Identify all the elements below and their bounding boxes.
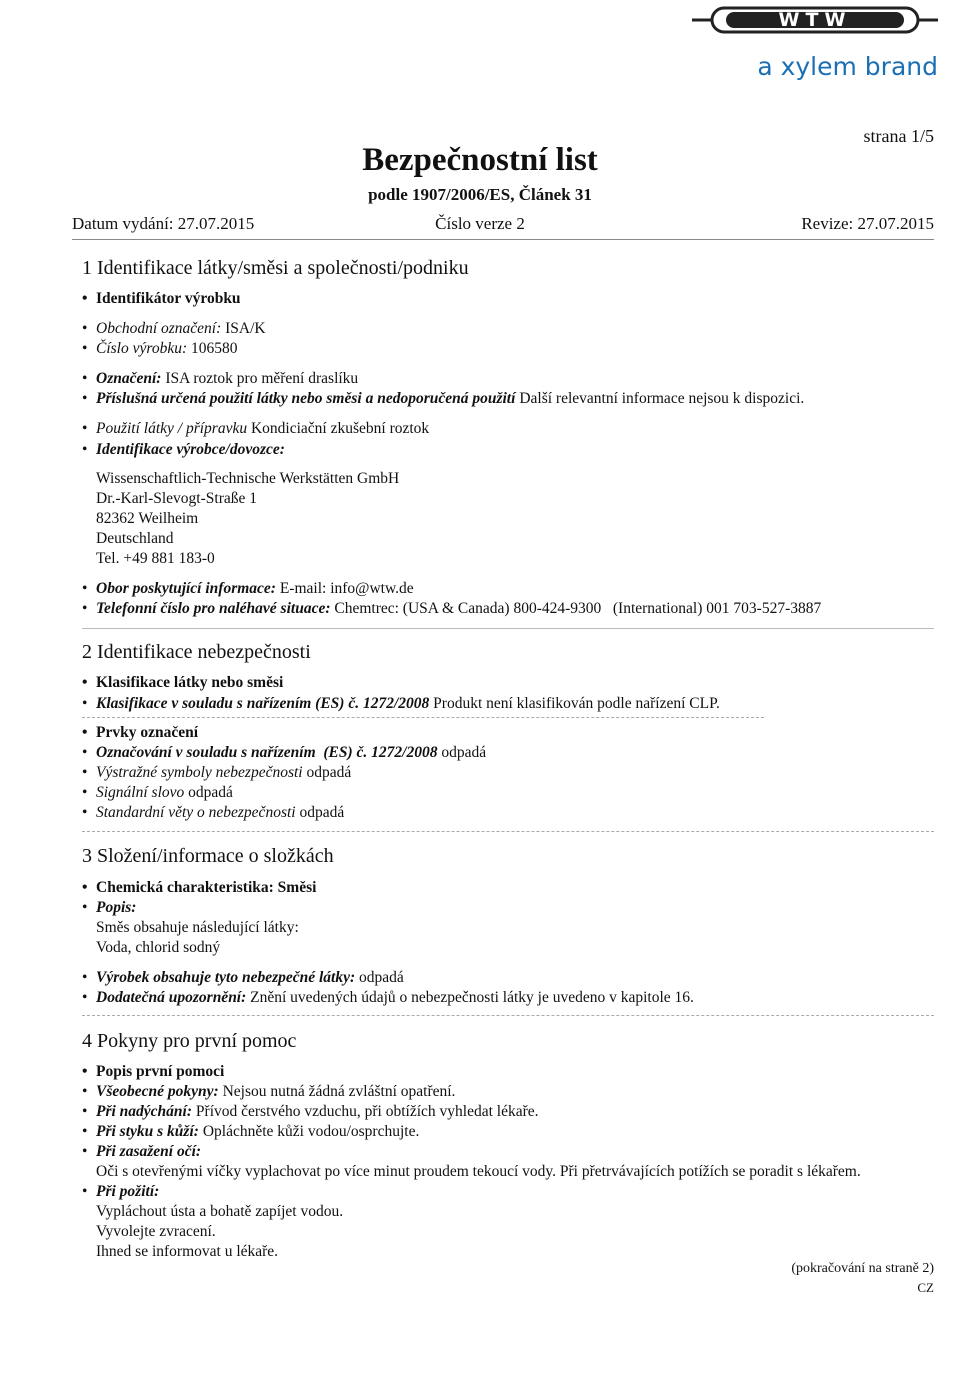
bullet: • — [82, 580, 88, 597]
label-elements: • Prvky označení — [82, 724, 199, 741]
bullet: • — [82, 340, 88, 357]
bullet: • — [82, 744, 88, 761]
use-of-substance: • Použití látky / přípravku Kondiciační zkušební roztok — [82, 420, 430, 437]
bullet: • — [82, 969, 88, 986]
signal-word: • Signální slovo odpadá — [82, 784, 233, 801]
bullet: • — [82, 1103, 88, 1120]
chemical-characterization: • Chemická charakteristika: Směsi — [82, 879, 317, 896]
description: • Popis: — [82, 899, 137, 916]
trade-name: • Obchodní označení: ISA/K — [82, 320, 266, 337]
page-title: Bezpečnostní list — [362, 142, 598, 178]
dangerous-components: • Výrobek obsahuje tyto nebezpečné látky: odpadá — [82, 969, 404, 986]
ingestion-line: Ihned se informovat u lékaře. — [96, 1243, 279, 1260]
bullet: • — [82, 600, 88, 617]
designation: • Označení: ISA roztok pro měření draslíku — [82, 370, 359, 387]
classification: • Klasifikace látky nebo směsi — [82, 674, 284, 691]
ingestion-line: Vypláchout ústa a bohatě zapíjet vodou. — [96, 1203, 344, 1220]
section-1-heading: 1 Identifikace látky/směsi a společnosti/podniku — [82, 257, 469, 279]
bullet: • — [82, 441, 88, 458]
bullet: • — [82, 804, 88, 821]
language-code: CZ — [917, 1280, 934, 1295]
page-subtitle: podle 1907/2006/ES, Článek 31 — [368, 185, 592, 204]
after-ingestion: • Při požití: — [82, 1183, 160, 1200]
description-line: Směs obsahuje následující látky: — [96, 919, 299, 936]
continued-note: (pokračování na straně 2) — [791, 1261, 934, 1276]
bullet: • — [82, 370, 88, 387]
address-line: 82362 Weilheim — [96, 510, 199, 527]
dashed-divider — [82, 831, 934, 832]
information-department: • Obor poskytující informace: E-mail: info@wtw.de — [82, 580, 414, 597]
after-skin-contact: • Při styku s kůží: Opláchněte kůži vodou/osprchujte. — [82, 1123, 420, 1140]
address-line: Deutschland — [96, 530, 174, 547]
address-line: Dr.-Karl-Slevogt-Straße 1 — [96, 490, 257, 507]
description-line: Voda, chlorid sodný — [96, 939, 221, 956]
revision-date: Revize: 27.07.2015 — [801, 214, 934, 233]
bullet: • — [82, 764, 88, 781]
header-rule — [72, 239, 934, 240]
bullet: • — [82, 420, 88, 437]
issue-date: Datum vydání: 27.07.2015 — [72, 214, 255, 233]
after-inhalation: • Při nadýchání: Přívod čerstvého vzduchu, při obtížích vyhledat lékaře. — [82, 1103, 539, 1120]
bullet: • — [82, 1063, 88, 1080]
bullet: • — [82, 674, 88, 691]
section-4-heading: 4 Pokyny pro první pomoc — [82, 1030, 297, 1052]
bullet: • — [82, 390, 88, 407]
bullet: • — [82, 724, 88, 741]
brand-text: a xylem brand — [757, 52, 938, 81]
additional-information: • Dodatečná upozornění: Znění uvedených údajů o nebezpečnosti látky je uvedeno v kapitole 16. — [82, 989, 694, 1006]
after-eye-contact: • Při zasažení očí: — [82, 1143, 202, 1160]
bullet: • — [82, 695, 88, 712]
logo-text: WTW — [778, 9, 852, 31]
bullet: • — [82, 899, 88, 916]
first-aid-description: • Popis první pomoci — [82, 1063, 225, 1080]
labelling: • Označování v souladu s nařízením (ES) č. 1272/2008 odpadá — [82, 744, 487, 761]
general-information: • Všeobecné pokyny: Nejsou nutná žádná zvláštní opatření. — [82, 1083, 456, 1100]
bullet: • — [82, 1083, 88, 1100]
bullet: • — [82, 1143, 88, 1160]
clp-classification: • Klasifikace v souladu s nařízením (ES) č. 1272/2008 Produkt není klasifikován podle nařízení CLP. — [82, 695, 720, 712]
bullet: • — [82, 320, 88, 337]
bullet: • — [82, 879, 88, 896]
eye-contact-text: Oči s otevřenými víčky vyplachovat po více minut proudem tekoucí vody. Při přetrvávajících potížích se poradit s lékařem. — [96, 1163, 861, 1180]
bullet: • — [82, 784, 88, 801]
section-2-heading: 2 Identifikace nebezpečnosti — [82, 641, 311, 663]
emergency-telephone: • Telefonní číslo pro naléhavé situace: Chemtrec: (USA & Canada) 800-424-9300 (International) 001 703-527-3887 — [82, 600, 822, 617]
dashed-divider — [82, 1015, 934, 1016]
version-number: Číslo verze 2 — [435, 214, 525, 233]
identified-uses: • Příslušná určená použití látky nebo směsi a nedoporučená použití Další relevantní informace nejsou k dispozici. — [82, 390, 805, 407]
address-line: Wissenschaftlich-Technische Werkstätten GmbH — [96, 470, 400, 487]
section-divider — [82, 628, 934, 629]
section-3-heading: 3 Složení/informace o složkách — [82, 845, 334, 867]
wtw-xylem-logo — [690, 2, 940, 92]
product-number: • Číslo výrobku: 106580 — [82, 340, 238, 357]
ingestion-line: Vyvolejte zvracení. — [96, 1223, 216, 1240]
hazard-pictograms: • Výstražné symboly nebezpečnosti odpadá — [82, 764, 352, 781]
product-identifier: • Identifikátor výrobku — [82, 290, 241, 307]
manufacturer-identification: • Identifikace výrobce/dovozce: — [82, 441, 285, 458]
bullet: • — [82, 989, 88, 1006]
bullet: • — [82, 1183, 88, 1200]
bullet: • — [82, 290, 88, 307]
hazard-statements: • Standardní věty o nebezpečnosti odpadá — [82, 804, 345, 821]
dashed-divider — [82, 717, 764, 718]
address-line: Tel. +49 881 183-0 — [96, 550, 215, 567]
bullet: • — [82, 1123, 88, 1140]
page-number: strana 1/5 — [863, 126, 934, 146]
